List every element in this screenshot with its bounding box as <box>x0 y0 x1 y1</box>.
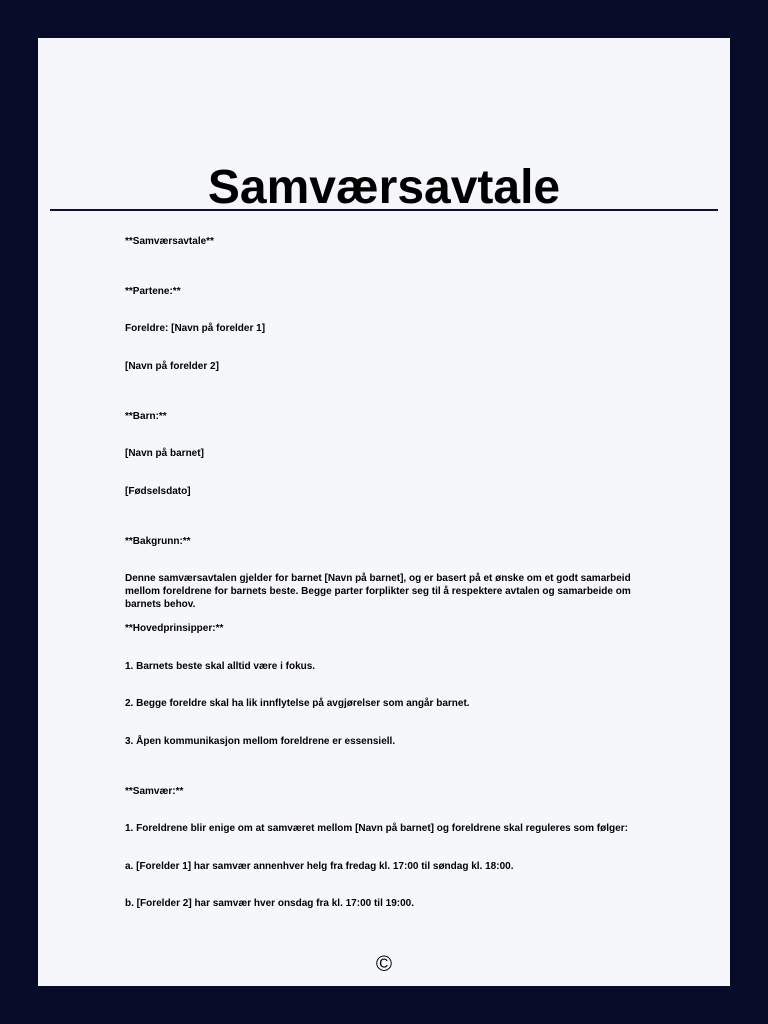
document-title: Samværsavtale <box>207 161 561 214</box>
samvaer-item-b: b. [Forelder 2] har samvær hver onsdag fra kl. 17:00 til 19:00. <box>125 898 414 909</box>
barn-heading: **Barn:** <box>125 411 167 422</box>
child-name-line: [Navn på barnet] <box>125 448 204 459</box>
document-page <box>38 38 730 986</box>
birthdate-line: [Fødselsdato] <box>125 486 191 497</box>
bakgrunn-heading: **Bakgrunn:** <box>125 536 191 547</box>
title-divider <box>50 209 718 211</box>
principle-1: 1. Barnets beste skal alltid være i fokus. <box>125 661 316 672</box>
copyright-icon: © <box>375 951 393 976</box>
samvaer-heading: **Samvær:** <box>125 786 184 797</box>
principle-3: 3. Åpen kommunikasjon mellom foreldrene er essensiell. <box>125 736 396 747</box>
parent2-line: [Navn på forelder 2] <box>125 361 219 372</box>
samvaer-item-1: 1. Foreldrene blir enige om at samværet mellom [Navn på barnet] og foreldrene skal reguleres som følger: <box>125 823 628 834</box>
hovedprinsipper-heading: **Hovedprinsipper:** <box>125 623 224 634</box>
samvaer-item-a: a. [Forelder 1] har samvær annenhver helg fra fredag kl. 17:00 til søndag kl. 18:00. <box>125 861 514 872</box>
heading-line: **Samværsavtale** <box>125 236 214 247</box>
bakgrunn-paragraph: Denne samværsavtalen gjelder for barnet [Navn på barnet], og er basert på et ønske om et godt samarbeid mellom foreldrene for barnets beste. Begge parter forplikter seg til å respektere avtalen og samarbeide om barnets behov. <box>125 573 631 610</box>
principle-2: 2. Begge foreldre skal ha lik innflytelse på avgjørelser som angår barnet. <box>125 698 470 709</box>
partene-heading: **Partene:** <box>125 286 181 297</box>
parent1-line: Foreldre: [Navn på forelder 1] <box>125 323 266 334</box>
